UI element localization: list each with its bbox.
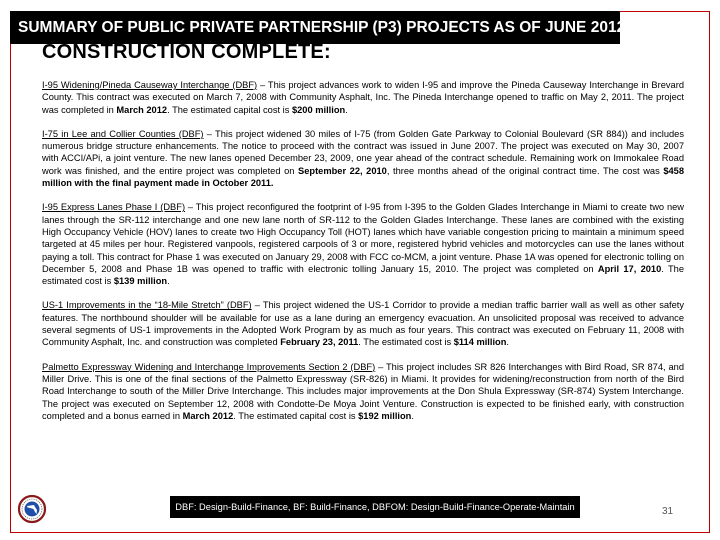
- frame-border-right: [709, 11, 710, 533]
- project-body-end: .: [167, 276, 170, 287]
- project-body: – This project widened the US-1 Corridor to provide a median traffic barrier wall as well as other safety features. The northbound shoulder will be available for use as a lane during an emergency evacuation. An unsolicited proposal was received to advance several segments of US-1 improvements in the Adopted Work Program by as much as four years. This contract was executed on February 11, 2008 with Community Asphalt, Inc. and construction was completed: [42, 300, 685, 348]
- project-cost: $114 million: [453, 337, 507, 348]
- project-body: – This project includes SR 826 Interchanges with Bird Road, SR 874, and Miller Drive. This is one of the final sections of the Palmetto Expressway (SR-826) in Miami. It provides for widening/reconstruction from north of the Bird Road Interchange to south of the Miller Drive Interchange. This includes major improvements at the Don Shula Expressway (SR-874) System Interchange. The project was executed on September 12, 2008 with Condotte-De Moya Joint Venture. Construction is expected to be finished early, with construction completed and a bonus earned in: [42, 361, 684, 421]
- project-body-end: .: [506, 337, 510, 348]
- page-title: SUMMARY OF PUBLIC PRIVATE PARTNERSHIP (P3) PROJECTS AS OF JUNE 2012: [18, 19, 626, 36]
- page-number: 31: [662, 506, 674, 517]
- project-cost: $192 million: [358, 410, 412, 421]
- completion-date: March 2012: [116, 104, 168, 115]
- project-body-mid: . The estimated capital cost is: [167, 104, 292, 115]
- project-body-end: .: [411, 410, 414, 421]
- project-paragraph: [42, 361, 684, 422]
- project-body: – This project advances work to widen I-95 and improve the Pineda Causeway Interchange in Brevard County. This contract was executed on March 7, 2008 with Community Asphalt, Inc. The Pineda Interchange opened to traffic on May 2, 2011. The project was completed in: [42, 80, 684, 115]
- project-body-mid: . The estimated cost is: [358, 337, 454, 348]
- frame-border-top: [620, 11, 710, 12]
- completion-date: September 22, 2010: [298, 165, 387, 176]
- fdot-seal-icon: [18, 495, 46, 523]
- project-name: Palmetto Expressway Widening and Interchange Improvements Section 2 (DBF): [42, 361, 376, 372]
- project-paragraph: [42, 79, 684, 116]
- project-body: – This project reconfigured the footprint of I-95 from I-395 to the Golden Glades Interchange in Miami to create two new lanes through the SR-112 interchange and one new lane north of SR-112 to the Golden Glades Interchange. These lanes are combined with the existing High Occupancy Vehicle (HOV) lanes to create two High Occupancy Toll (HOT) lanes which have variable congestion pricing to maintain a minimum speed targeted at 45 miles per hour. Registered vanpools, registered carpools of 3 or more, registered hybrid vehicles and motorcycles can use the lanes without paying a toll. This contract for Phase 1 was executed on January 29, 2008 with FCC co-MCM, a joint venture. Phase 1A was opened for electronic tolling on December 5, 2008 and Phase 1B was opened to traffic with electronic tolling January 15, 2010. The project was completed on: [42, 202, 685, 274]
- completion-date: April 17, 2010: [597, 263, 662, 274]
- completion-date: March 2012: [182, 410, 234, 421]
- project-name: I-95 Widening/Pineda Causeway Interchange (DBF): [42, 80, 258, 90]
- section-heading: CONSTRUCTION COMPLETE:: [42, 41, 331, 63]
- project-paragraph: [42, 299, 684, 348]
- frame-border-bottom: [10, 532, 710, 533]
- completion-date: February 23, 2011: [280, 337, 359, 348]
- project-paragraph: [42, 201, 684, 287]
- project-cost: $200 million: [291, 104, 346, 115]
- project-name: I-95 Express Lanes Phase I (DBF): [42, 202, 186, 213]
- project-paragraph: [42, 128, 684, 189]
- frame-border-left: [10, 44, 11, 533]
- project-name: US-1 Improvements in the “18-Mile Stretch” (DBF): [42, 300, 252, 311]
- project-cost: $139 million: [113, 276, 168, 287]
- project-body-mid: . The estimated capital cost is: [233, 410, 359, 421]
- title-bar: [10, 11, 626, 44]
- project-cost: $458 million with the final payment made in October 2011.: [42, 165, 684, 189]
- project-body: – This project widened 30 miles of I-75 (from Golden Gate Parkway to Colonial Boulevard (SR 884)) and includes numerous bridge structure enhancements. The notice to proceed with the contract was issued in June 2007. The project was executed on May 30, 2007 with ACCI/APi, a joint venture. The new lanes opened December 23, 2009, one year ahead of the contract schedule. Remaining work on Immokalee Road work was finished, and the entire project was completed on: [42, 128, 684, 176]
- project-body-end: .: [345, 104, 348, 115]
- project-list: [42, 79, 684, 434]
- project-body-mid: . The estimated cost is: [42, 263, 685, 287]
- project-body-mid: , three months ahead of the original contract time. The cost was: [386, 165, 664, 176]
- acronym-legend: DBF: Design-Build-Finance, BF: Build-Finance, DBFOM: Design-Build-Finance-Operate-Maintain: [170, 496, 580, 518]
- project-name: I-75 in Lee and Collier Counties (DBF): [42, 128, 204, 139]
